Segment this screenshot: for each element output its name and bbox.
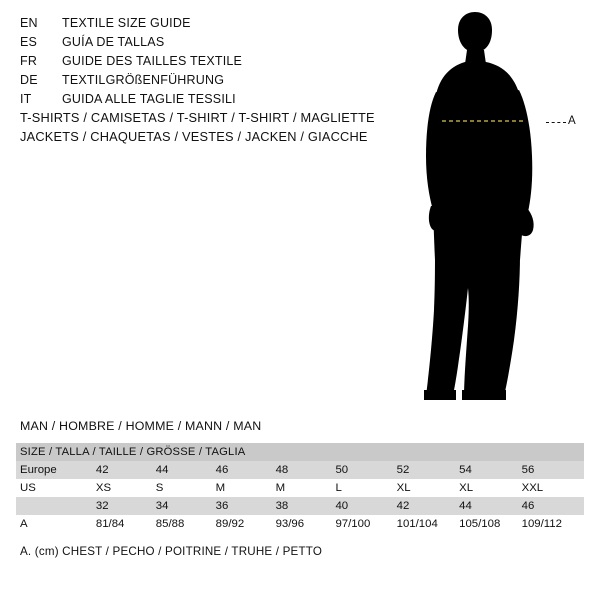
language-code: EN <box>20 16 38 30</box>
table-cell: 109/112 <box>522 515 584 533</box>
table-cell: 50 <box>335 461 396 479</box>
table-cell: L <box>335 479 396 497</box>
row-label: US <box>16 479 96 497</box>
table-cell: 40 <box>335 497 396 515</box>
language-code: IT <box>20 92 32 106</box>
table-cell: 81/84 <box>96 515 156 533</box>
category-list <box>20 110 440 148</box>
table-title: MAN / HOMBRE / HOMME / MANN / MAN <box>20 419 262 433</box>
language-code: DE <box>20 73 38 87</box>
language-row <box>20 35 360 54</box>
table-cell: M <box>276 479 336 497</box>
language-text: GUÍA DE TALLAS <box>62 35 165 49</box>
table-cell: 48 <box>276 461 336 479</box>
table-cell: XXL <box>522 479 584 497</box>
table-cell: 52 <box>397 461 459 479</box>
table-cell: 46 <box>216 461 276 479</box>
table-cell: 89/92 <box>216 515 276 533</box>
table-cell: XL <box>397 479 459 497</box>
marker-leader-icon <box>546 122 566 124</box>
table-header-label: SIZE / TALLA / TAILLE / GRÖSSE / TAGLIA <box>16 443 584 461</box>
table-cell: 42 <box>96 461 156 479</box>
table-cell: 85/88 <box>156 515 216 533</box>
table-row <box>16 497 584 515</box>
table-cell: XL <box>459 479 521 497</box>
table-cell: M <box>216 479 276 497</box>
table-cell: 101/104 <box>397 515 459 533</box>
table-cell: 36 <box>216 497 276 515</box>
language-text: GUIDE DES TAILLES TEXTILE <box>62 54 243 68</box>
size-table <box>16 443 584 533</box>
table-cell: 44 <box>156 461 216 479</box>
male-silhouette-icon <box>398 10 588 405</box>
language-row <box>20 92 360 111</box>
table-row <box>16 461 584 479</box>
table-header-row <box>16 443 584 461</box>
marker-label-a: A <box>568 115 576 127</box>
table-cell: 34 <box>156 497 216 515</box>
row-label <box>16 497 96 515</box>
language-row <box>20 54 360 73</box>
table-cell: 105/108 <box>459 515 521 533</box>
language-code: ES <box>20 35 38 49</box>
language-row <box>20 73 360 92</box>
language-text: TEXTILGRÖßENFÜHRUNG <box>62 73 225 87</box>
category-jackets: JACKETS / CHAQUETAS / VESTES / JACKEN / GIACCHE <box>20 129 368 144</box>
table-cell: XS <box>96 479 156 497</box>
table-cell: 38 <box>276 497 336 515</box>
language-row <box>20 16 360 35</box>
footnote: A. (cm) CHEST / PECHO / POITRINE / TRUHE / PETTO <box>20 545 323 558</box>
table-row <box>16 515 584 533</box>
table-cell: 46 <box>522 497 584 515</box>
table-row <box>16 479 584 497</box>
row-label: Europe <box>16 461 96 479</box>
table-cell: 93/96 <box>276 515 336 533</box>
table-cell: 56 <box>522 461 584 479</box>
table-cell: S <box>156 479 216 497</box>
language-header-block <box>20 16 360 111</box>
category-tshirts: T-SHIRTS / CAMISETAS / T-SHIRT / T-SHIRT / MAGLIETTE <box>20 110 375 125</box>
table-cell: 42 <box>397 497 459 515</box>
table-cell: 97/100 <box>335 515 396 533</box>
row-label: A <box>16 515 96 533</box>
language-text: GUIDA ALLE TAGLIE TESSILI <box>62 92 236 106</box>
table-cell: 32 <box>96 497 156 515</box>
table-cell: 44 <box>459 497 521 515</box>
table-cell: 54 <box>459 461 521 479</box>
language-text: TEXTILE SIZE GUIDE <box>62 16 191 30</box>
male-figure-illustration <box>398 10 588 405</box>
language-code: FR <box>20 54 38 68</box>
